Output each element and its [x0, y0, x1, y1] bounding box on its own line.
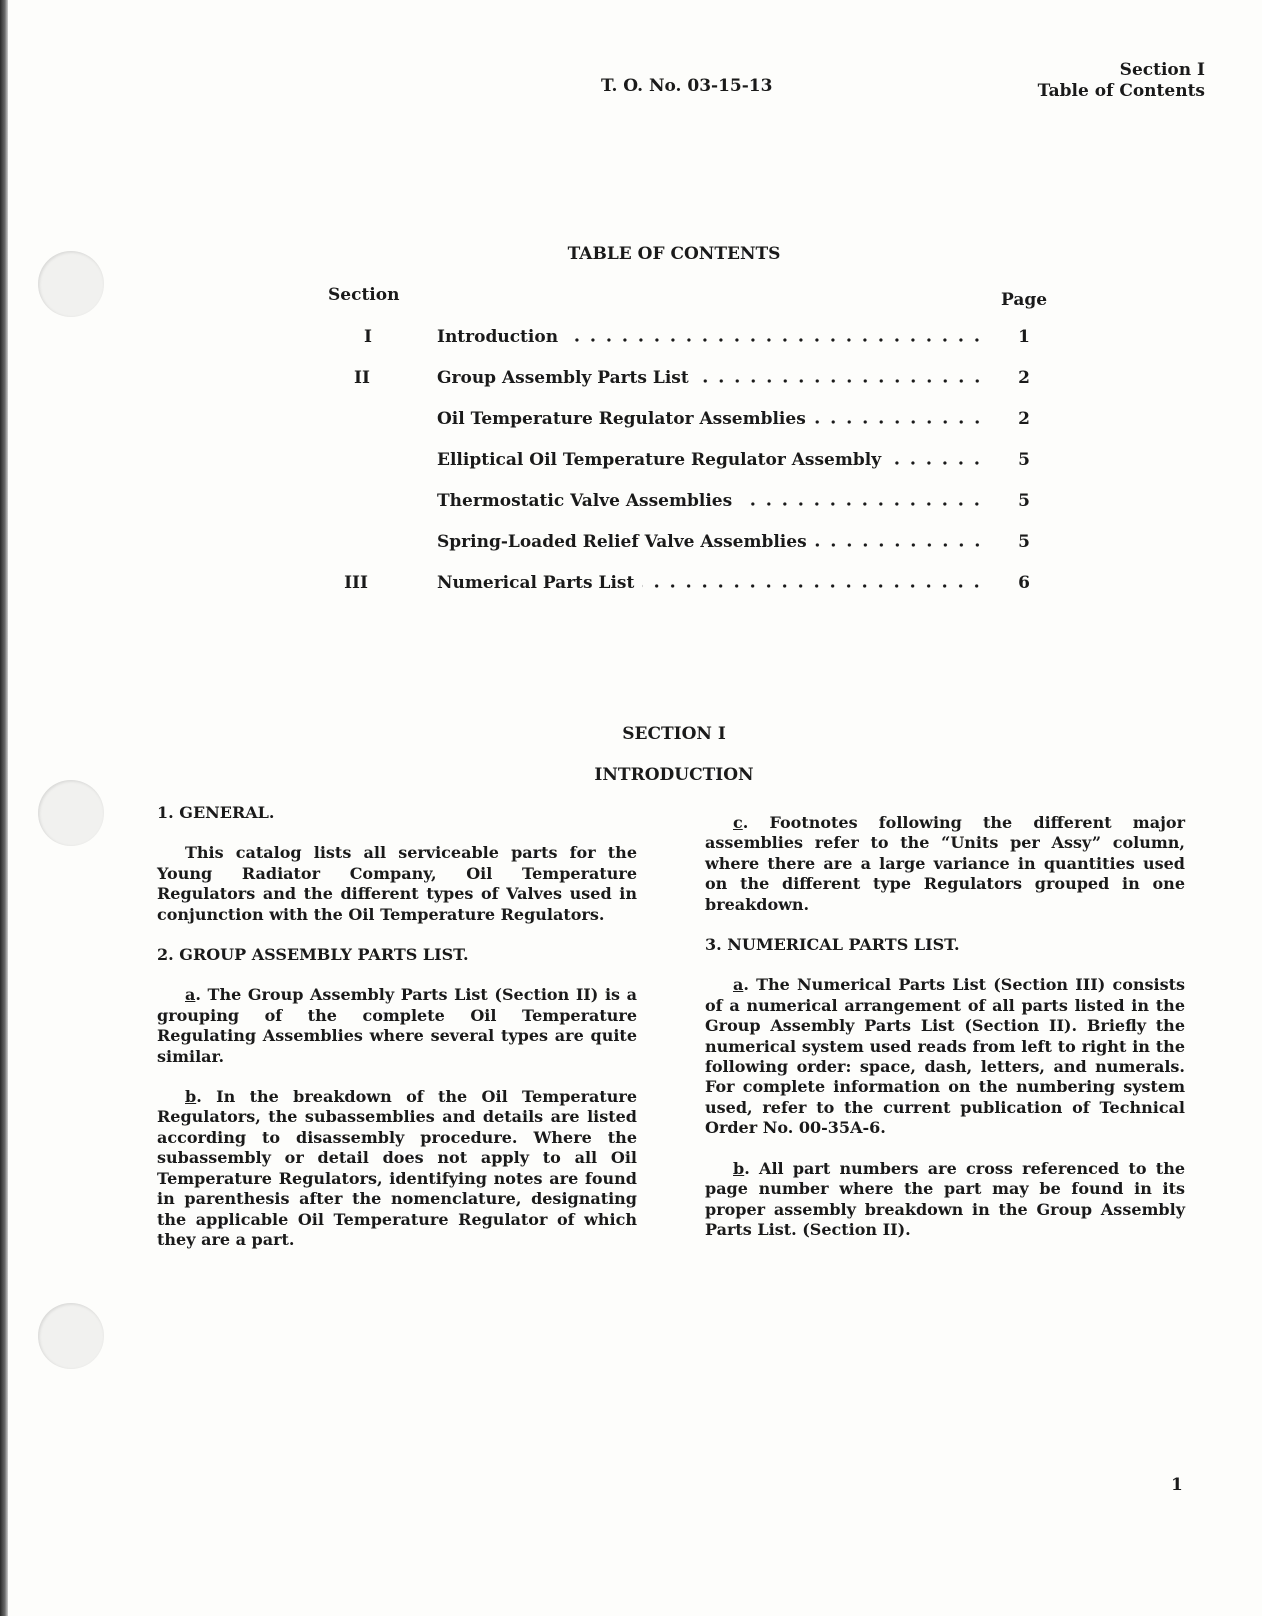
toc-title: TABLE OF CONTENTS	[567, 244, 781, 264]
paragraph-marker: b	[733, 1158, 745, 1178]
gapl-paragraph-c	[705, 813, 1185, 915]
dot-leader	[814, 420, 985, 424]
toc-row	[0, 573, 1262, 597]
dot-leader	[697, 379, 985, 383]
dot-leader	[889, 461, 985, 465]
toc-row	[0, 532, 1262, 556]
toc-section-number: III	[344, 573, 368, 593]
toc-entry-title: Spring-Loaded Relief Valve Assemblies	[437, 532, 807, 552]
toc-page-number: 1	[1018, 327, 1030, 347]
toc-row	[0, 409, 1262, 433]
toc-entry-title: Elliptical Oil Temperature Regulator Assembly	[437, 450, 882, 470]
right-column	[705, 813, 1185, 1240]
left-column	[157, 803, 637, 1250]
gapl-paragraph-b	[157, 1087, 637, 1250]
running-header	[1038, 60, 1205, 102]
running-header-section: Section I	[1119, 60, 1205, 80]
toc-section-number: II	[354, 368, 370, 388]
running-header-subtitle: Table of Contents	[1037, 81, 1205, 101]
toc-page-number: 6	[1018, 573, 1030, 593]
toc-page-number: 5	[1018, 491, 1030, 511]
page-number: 1	[1171, 1475, 1183, 1495]
toc-row	[0, 327, 1262, 351]
gapl-paragraph-a	[157, 985, 637, 1067]
toc-column-page: Page	[1001, 290, 1048, 310]
paragraph-marker: b	[185, 1087, 197, 1107]
toc-row	[0, 450, 1262, 474]
section-heading: SECTION I	[622, 724, 726, 744]
npl-heading: 3. NUMERICAL PARTS LIST.	[705, 935, 960, 955]
npl-paragraph-b	[705, 1159, 1185, 1241]
general-paragraph: This catalog lists all serviceable parts for the Young Radiator Company, Oil Temperature Regulators and the different types of Valves used in conjunction with the Oil Temperature Regulators.	[157, 843, 637, 924]
dot-leader	[566, 338, 985, 342]
toc-entry-title: Group Assembly Parts List	[437, 368, 689, 388]
paragraph-text: . In the breakdown of the Oil Temperature Regulators, the subassemblies and details are listed according to disassembly procedure. Where the subassembly or detail does not apply to all Oil Temperature Regulators, identifying notes are found in parenthesis after the nomenclature, designating the applicable Oil Temperature Regulator of which they are a part.	[157, 1087, 637, 1249]
npl-paragraph-a	[705, 975, 1185, 1138]
toc-entry-title: Introduction	[437, 327, 559, 347]
toc-page-number: 5	[1018, 450, 1030, 470]
dot-leader	[815, 543, 985, 547]
binding-edge	[0, 0, 8, 1616]
paragraph-marker: c	[733, 813, 743, 832]
general-heading: 1. GENERAL.	[157, 803, 275, 822]
toc-entry-title: Thermostatic Valve Assemblies	[437, 491, 733, 511]
paragraph-marker: a	[185, 985, 196, 1005]
toc-entry-title: Oil Temperature Regulator Assemblies	[437, 409, 806, 429]
toc-page-number: 2	[1018, 368, 1030, 388]
technical-order-number: T. O. No. 03-15-13	[601, 76, 773, 96]
toc-entry-title: Numerical Parts List	[437, 573, 635, 593]
paragraph-marker: a	[733, 975, 744, 995]
paragraph-text: . Footnotes following the different major assemblies refer to the “Units per Assy” column, where there are a large variance in quantities used on the different type Regulators grouped in one breakdown.	[705, 813, 1185, 914]
toc-page-number: 5	[1018, 532, 1030, 552]
toc-row	[0, 368, 1262, 392]
toc-section-number: I	[364, 327, 372, 347]
punch-hole-middle	[38, 780, 104, 846]
toc-page-number: 2	[1018, 409, 1030, 429]
toc-row	[0, 491, 1262, 515]
paragraph-text: . The Numerical Parts List (Section III) consists of a numerical arrangement of all parts listed in the Group Assembly Parts List (Section II). Briefly the numerical system used reads from left to right in the following order: space, dash, letters, and numerals. For complete information on the numbering system used, refer to the current publication of Technical Order No. 00-35A-6.	[705, 975, 1185, 1138]
section-subheading: INTRODUCTION	[594, 765, 754, 785]
gapl-heading: 2. GROUP ASSEMBLY PARTS LIST.	[157, 945, 469, 965]
dot-leader	[642, 584, 985, 588]
dot-leader	[740, 502, 985, 506]
paragraph-text: . All part numbers are cross referenced to the page number where the part may be found in its proper assembly breakdown in the Group Assembly Parts List. (Section II).	[705, 1158, 1185, 1239]
paragraph-text: . The Group Assembly Parts List (Section II) is a grouping of the complete Oil Temperature Regulating Assemblies where several types are quite similar.	[157, 985, 637, 1066]
toc-column-section: Section	[328, 285, 400, 305]
punch-hole-bottom	[38, 1303, 104, 1369]
